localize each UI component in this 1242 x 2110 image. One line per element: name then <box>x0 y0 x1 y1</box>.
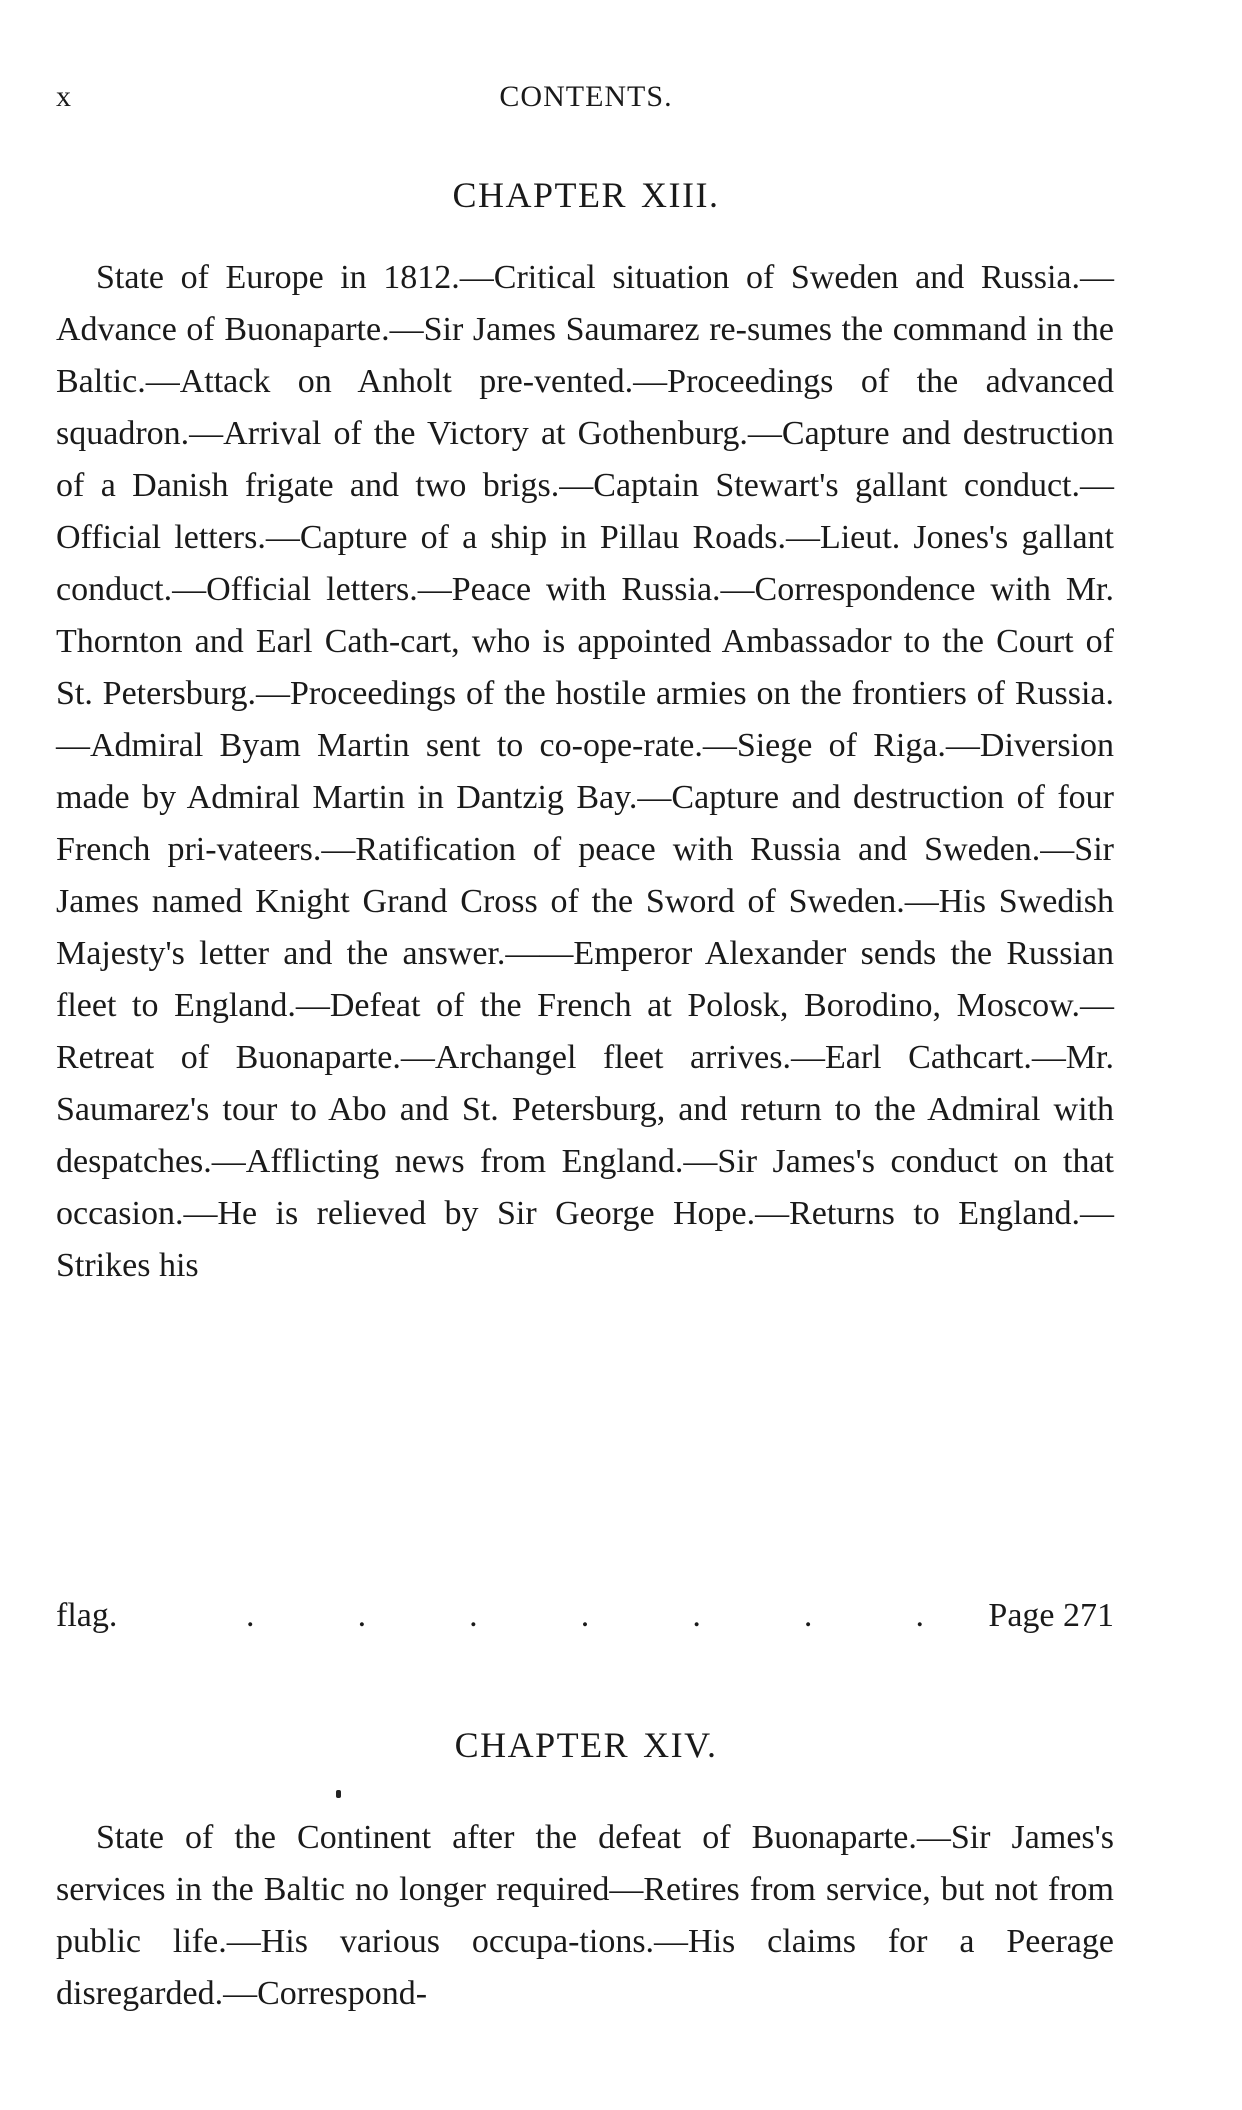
chapter-xiii-page-reference <box>56 1590 1114 1642</box>
chapter-xiv-heading-number: XIV. <box>643 1725 718 1765</box>
running-head <box>56 80 1116 120</box>
chapter-xiv-heading-word: CHAPTER <box>454 1725 630 1765</box>
page-folio: x <box>56 80 72 113</box>
chapter-xiii-last-word: flag. <box>56 1597 118 1634</box>
dot-leaders: . . . . . . . <box>246 1597 924 1634</box>
chapter-xiii-page-number: Page 271 <box>988 1597 1114 1634</box>
chapter-xiii-heading-number: XIII. <box>641 175 720 215</box>
chapter-xiv-summary: State of the Continent after the defeat of Buonaparte.—Sir James's services in the Baltic no longer required—Retires from service, but not from public life.—His various occupa-tions.—His claims for a Peerage disregarded.—Correspond- <box>56 1819 1114 2012</box>
chapter-xiii-summary: State of Europe in 1812.—Critical situation of Sweden and Russia.—Advance of Buonaparte.—Sir James Saumarez re-sumes the command in the Baltic.—Attack on Anholt pre-vented.—Proceedings of the advanced squadron.—Arrival of the Victory at Gothenburg.—Capture and destruction of a Danish frigate and two brigs.—Captain Stewart's gallant conduct.—Official letters.—Capture of a ship in Pillau Roads.—Lieut. Jones's gallant conduct.—Official letters.—Peace with Russia.—Correspondence with Mr. Thornton and Earl Cath-cart, who is appointed Ambassador to the Court of St. Petersburg.—Proceedings of the hostile armies on the frontiers of Russia.—Admiral Byam Martin sent to co-ope-rate.—Siege of Riga.—Diversion made by Admiral Martin in Dantzig Bay.—Capture and destruction of four French pri-vateers.—Ratification of peace with Russia and Sweden.—Sir James named Knight Grand Cross of the Sword of Sweden.—His Swedish Majesty's letter and the answer.——Emperor Alexander sends the Russian fleet to England.—Defeat of the French at Polosk, Borodino, Moscow.—Retreat of Buonaparte.—Archangel fleet arrives.—Earl Cathcart.—Mr. Saumarez's tour to Abo and St. Petersburg, and return to the Admiral with despatches.—Afflicting news from England.—Sir James's conduct on that occasion.—He is relieved by Sir George Hope.—Returns to England.—Strikes his <box>56 259 1114 1284</box>
running-title: CONTENTS. <box>499 80 673 113</box>
chapter-xiv-heading <box>56 1724 1116 1766</box>
chapter-xiii-heading-word: CHAPTER <box>452 175 628 215</box>
chapter-xiii-heading <box>56 174 1116 216</box>
ink-speck <box>336 1790 341 1798</box>
